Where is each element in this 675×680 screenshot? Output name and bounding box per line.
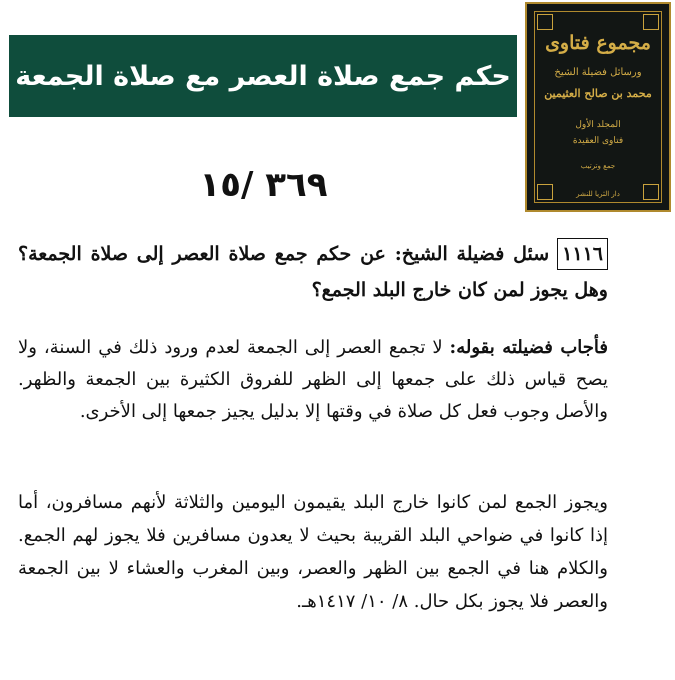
answer-paragraph-1 xyxy=(18,332,608,428)
answer-lead: فأجاب فضيلته بقوله: xyxy=(449,337,608,358)
question-block xyxy=(18,236,608,308)
book-subtitle: ورسائل فضيلة الشيخ xyxy=(554,67,642,78)
book-title: مجموع فتاوى xyxy=(545,32,651,54)
book-author: محمد بن صالح العثيمين xyxy=(544,87,652,100)
question-number: ١١١٦ xyxy=(557,238,608,270)
banner-title: حكم جمع صلاة العصر مع صلاة الجمعة xyxy=(15,60,511,92)
title-banner xyxy=(9,35,517,117)
book-cover-image xyxy=(525,2,671,212)
corner-ornament-icon xyxy=(643,14,659,30)
book-volume: المجلد الأول xyxy=(575,120,621,130)
answer-paragraph-1-text: لا تجمع العصر إلى الجمعة لعدم ورود ذلك في السنة، ولا يصح قياس ذلك على جمعها إلى الظهر للفروق الكثيرة بين الجمعة والظهر. والأصل وجوب فعل كل صلاة في وقتها إلا بدليل يجيز جمعها إلى الأخرى. xyxy=(18,337,608,422)
book-cover-frame xyxy=(534,11,662,203)
answer-paragraph-2-text: ويجوز الجمع لمن كانوا خارج البلد يقيمون اليومين والثلاثة لأنهم مسافرون، أما إذا كانوا في ضواحي البلد القريبة بحيث لا يعدون مسافرين فلا يجوز لهم الجمع. والكلام هنا في الجمع بين الظهر والعصر، وبين المغرب والعشاء لا بين الجمعة والعصر فلا يجوز بكل حال. ٨/ ١٠/ ١٤١٧هـ. xyxy=(18,492,608,612)
book-section: فتاوى العقيدة xyxy=(572,136,624,146)
volume-page-reference: ٣٦٩ /١٥ xyxy=(199,165,328,205)
question-text: سئل فضيلة الشيخ: عن حكم جمع صلاة العصر إلى صلاة الجمعة؟ وهل يجوز لمن كان خارج البلد الجمع؟ xyxy=(18,243,608,301)
corner-ornament-icon xyxy=(537,14,553,30)
answer-paragraph-2 xyxy=(18,486,608,618)
book-compiler: جمع وترتيب xyxy=(580,162,616,170)
book-publisher: دار الثريا للنشر xyxy=(576,190,620,198)
